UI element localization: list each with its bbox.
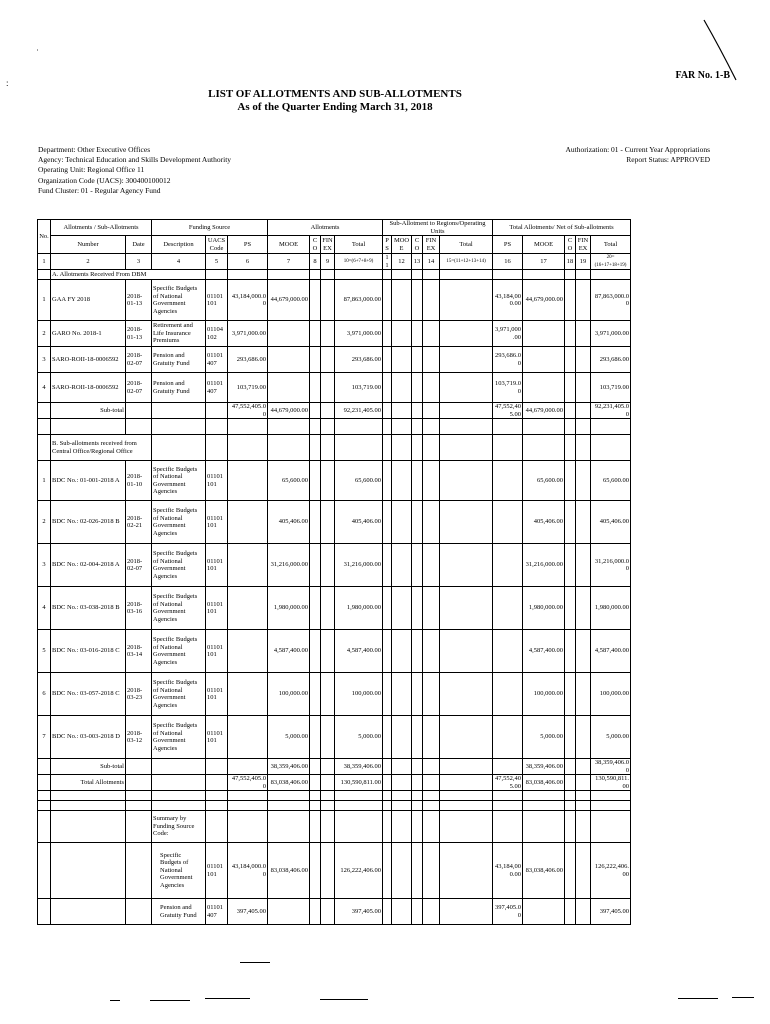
net-total-value: 103,719.00 [591, 373, 631, 403]
summary-total: 126,222,406.00 [335, 843, 383, 899]
summary-header-row [38, 811, 631, 843]
total-net-mooe: 83,038,406.00 [523, 775, 565, 791]
mooe-value: 5,000.00 [268, 716, 310, 759]
mooe-value [268, 347, 310, 373]
subtotal-net-mooe: 38,359,406.00 [523, 759, 565, 775]
col-sub-finex-header: FINEX [423, 236, 440, 254]
col-date-header: Date [126, 236, 152, 254]
col-sub-ps-header: PS [383, 236, 392, 254]
total-allotments-label: Total Allotments [51, 775, 126, 791]
col-net-finex-header: FINEX [576, 236, 591, 254]
net-mooe-value [523, 321, 565, 347]
total-value: 293,686.00 [335, 347, 383, 373]
net-ps-value: 43,184,000.00 [493, 280, 523, 321]
net-mooe-value: 4,587,400.00 [523, 630, 565, 673]
section-b-row [38, 435, 631, 461]
total-value: 103,719.00 [335, 373, 383, 403]
allotment-date: 2018-03-14 [126, 630, 152, 673]
col-num: 1 [38, 254, 51, 270]
summary-net-mooe: 83,038,406.00 [523, 843, 565, 899]
blank-row [38, 419, 631, 435]
total-ps: 47,552,405.00 [228, 775, 268, 791]
ps-value: 3,971,000.00 [228, 321, 268, 347]
net-total-value: 405,406.00 [591, 501, 631, 544]
allotment-date: 2018-01-13 [126, 321, 152, 347]
total-value: 87,863,000.00 [335, 280, 383, 321]
allotment-number: GARO No. 2018-1 [51, 321, 126, 347]
summary-description: Specific Budgets of National Government Agencies [152, 843, 206, 899]
col-num: 17 [523, 254, 565, 270]
total-net-total: 130,590,811.00 [591, 775, 631, 791]
scan-dash [678, 998, 718, 999]
row-no: 1 [38, 461, 51, 501]
net-ps-value: 293,686.00 [493, 347, 523, 373]
scan-dash [110, 1000, 120, 1001]
uacs-code: 01101101 [206, 461, 228, 501]
summary-ps: 397,405.00 [228, 899, 268, 925]
col-group-funding: Funding Source [152, 220, 268, 236]
allotment-date: 2018-03-16 [126, 587, 152, 630]
col-net-mooe-header: MOOE [523, 236, 565, 254]
report-title: LIST OF ALLOTMENTS AND SUB-ALLOTMENTS [208, 88, 462, 100]
funding-description: Specific Budgets of National Government Agencies [152, 501, 206, 544]
summary-uacs: 01101101 [206, 843, 228, 899]
row-no: 2 [38, 501, 51, 544]
col-net-ps-header: PS [493, 236, 523, 254]
total-value: 5,000.00 [335, 716, 383, 759]
allotment-number: BDC No.: 01-001-2018 A [51, 461, 126, 501]
header-group-row [38, 220, 631, 236]
subtotal-net-total: 38,359,406.00 [591, 759, 631, 775]
row-no: 1 [38, 280, 51, 321]
col-net-co-header: CO [565, 236, 576, 254]
section-a-row [38, 270, 631, 280]
col-net-total-header: Total [591, 236, 631, 254]
table-row [38, 321, 631, 347]
report-title-block [0, 88, 670, 114]
summary-ps: 43,184,000.00 [228, 843, 268, 899]
form-number: FAR No. 1-B [675, 70, 730, 81]
funding-description: Pension and Gratuity Fund [152, 347, 206, 373]
col-num: 10=(6+7+8+9) [335, 254, 383, 270]
uacs-code: 01101407 [206, 373, 228, 403]
section-a-label: A. Allotments Received From DBM [51, 270, 206, 280]
mooe-value: 1,980,000.00 [268, 587, 310, 630]
scan-dash [320, 999, 368, 1000]
net-total-value: 100,000.00 [591, 673, 631, 716]
col-co-header: CO [310, 236, 321, 254]
subtotal-net-ps: 47,552,405.00 [493, 403, 523, 419]
net-total-value: 87,863,000.00 [591, 280, 631, 321]
row-no: 4 [38, 587, 51, 630]
report-status-line: Report Status: APPROVED [626, 155, 710, 165]
total-allotments-row [38, 775, 631, 791]
allotment-date: 2018-03-23 [126, 673, 152, 716]
col-ps-header: PS [228, 236, 268, 254]
col-num: 18 [565, 254, 576, 270]
allotment-number: BDC No.: 03-003-2018 D [51, 716, 126, 759]
net-ps-value: 3,971,000.00 [493, 321, 523, 347]
summary-net-ps: 43,184,000.00 [493, 843, 523, 899]
net-mooe-value: 5,000.00 [523, 716, 565, 759]
col-sub-total-header: Total [440, 236, 493, 254]
subtotal-net-total: 92,231,405.00 [591, 403, 631, 419]
col-group-allotments: Allotments [268, 220, 383, 236]
net-total-value: 1,980,000.00 [591, 587, 631, 630]
funding-description: Specific Budgets of National Government Agencies [152, 716, 206, 759]
col-num: 11 [383, 254, 392, 270]
net-mooe-value: 100,000.00 [523, 673, 565, 716]
uacs-code: 01101101 [206, 280, 228, 321]
summary-total: 397,405.00 [335, 899, 383, 925]
net-total-value: 3,971,000.00 [591, 321, 631, 347]
net-total-value: 65,600.00 [591, 461, 631, 501]
subtotal-mooe: 38,359,406.00 [268, 759, 310, 775]
row-no: 3 [38, 544, 51, 587]
allotment-date: 2018-02-07 [126, 544, 152, 587]
subtotal-total: 92,231,405.00 [335, 403, 383, 419]
summary-net-ps: 397,405.00 [493, 899, 523, 925]
net-mooe-value [523, 373, 565, 403]
allotment-date: 2018-01-13 [126, 280, 152, 321]
mooe-value [268, 321, 310, 347]
total-value: 3,971,000.00 [335, 321, 383, 347]
allotment-date: 2018-02-07 [126, 373, 152, 403]
uacs-code: 01101101 [206, 716, 228, 759]
col-num: 12 [392, 254, 412, 270]
funding-description: Specific Budgets of National Government Agencies [152, 461, 206, 501]
net-total-value: 4,587,400.00 [591, 630, 631, 673]
section-b-label: B. Sub-allotments received from Central Office/Regional Office [51, 435, 152, 461]
mooe-value: 44,679,000.00 [268, 280, 310, 321]
allotment-number: SARO-ROII-18-0006592 [51, 373, 126, 403]
mooe-value: 65,600.00 [268, 461, 310, 501]
col-no-header: No. [38, 220, 51, 254]
col-num: 14 [423, 254, 440, 270]
total-total: 130,590,811.00 [335, 775, 383, 791]
agency-line: Agency: Technical Education and Skills Development Authority [38, 155, 232, 165]
subtotal-b-row [38, 759, 631, 775]
col-num: 7 [268, 254, 310, 270]
funding-description: Retirement and Life Insurance Premiums [152, 321, 206, 347]
subtotal-total: 38,359,406.00 [335, 759, 383, 775]
net-total-value: 293,686.00 [591, 347, 631, 373]
table-row [38, 461, 631, 501]
total-value: 31,216,000.00 [335, 544, 383, 587]
col-num: 2 [51, 254, 126, 270]
net-mooe-value: 405,406.00 [523, 501, 565, 544]
net-ps-value: 103,719.00 [493, 373, 523, 403]
subtotal-label: Sub-total [51, 759, 126, 775]
summary-net-total: 397,405.00 [591, 899, 631, 925]
mooe-value: 100,000.00 [268, 673, 310, 716]
table-row [38, 280, 631, 321]
summary-net-mooe [523, 899, 565, 925]
mooe-value: 4,587,400.00 [268, 630, 310, 673]
net-total-value: 31,216,000.00 [591, 544, 631, 587]
uacs-code: 01101101 [206, 544, 228, 587]
report-subtitle: As of the Quarter Ending March 31, 2018 [237, 101, 433, 113]
col-num: 4 [152, 254, 206, 270]
scan-dash [205, 998, 250, 999]
row-no: 4 [38, 373, 51, 403]
allotment-number: GAA FY 2018 [51, 280, 126, 321]
uacs-code: 01101101 [206, 501, 228, 544]
operating-unit-line: Operating Unit: Regional Office 11 [38, 165, 145, 175]
total-value: 4,587,400.00 [335, 630, 383, 673]
funding-description: Specific Budgets of National Government Agencies [152, 587, 206, 630]
col-num: 15=(11+12+13+14) [440, 254, 493, 270]
uacs-code: 01104102 [206, 321, 228, 347]
col-num: 19 [576, 254, 591, 270]
ps-value: 293,686.00 [228, 347, 268, 373]
row-no: 3 [38, 347, 51, 373]
scan-dash [732, 997, 754, 998]
col-num: 9 [321, 254, 335, 270]
summary-uacs: 01101407 [206, 899, 228, 925]
fund-cluster-line: Fund Cluster: 01 - Regular Agency Fund [38, 185, 161, 195]
col-number-header: Number [51, 236, 126, 254]
uacs-code: 01101101 [206, 587, 228, 630]
mooe-value: 405,406.00 [268, 501, 310, 544]
authorization-info [565, 145, 710, 165]
summary-row [38, 843, 631, 899]
funding-description: Specific Budgets of National Government Agencies [152, 280, 206, 321]
col-sub-co-header: CO [412, 236, 423, 254]
allotment-date: 2018-02-07 [126, 347, 152, 373]
allotment-date: 2018-02-21 [126, 501, 152, 544]
subtotal-mooe: 44,679,000.00 [268, 403, 310, 419]
col-mooe-header: MOOE [268, 236, 310, 254]
uacs-code: 01101407 [206, 347, 228, 373]
net-total-value: 5,000.00 [591, 716, 631, 759]
table-row [38, 587, 631, 630]
net-mooe-value: 65,600.00 [523, 461, 565, 501]
allotment-number: BDC No.: 03-038-2018 B [51, 587, 126, 630]
row-no: 6 [38, 673, 51, 716]
funding-description: Specific Budgets of National Government Agencies [152, 673, 206, 716]
department-line: Department: Other Executive Offices [38, 145, 151, 154]
summary-mooe: 83,038,406.00 [268, 843, 310, 899]
col-finex-header: FINEX [322, 237, 333, 252]
funding-description: Specific Budgets of National Government Agencies [152, 630, 206, 673]
net-mooe-value: 31,216,000.00 [523, 544, 565, 587]
allotment-number: BDC No.: 02-026-2018 B [51, 501, 126, 544]
table-row [38, 544, 631, 587]
funding-description: Pension and Gratuity Fund [152, 373, 206, 403]
allotment-number: BDC No.: 02-004-2018 A [51, 544, 126, 587]
col-num: 8 [310, 254, 321, 270]
subtotal-net-mooe: 44,679,000.00 [523, 403, 565, 419]
mooe-value: 31,216,000.00 [268, 544, 310, 587]
mooe-value [268, 373, 310, 403]
table-row [38, 501, 631, 544]
col-num: 13 [412, 254, 423, 270]
subtotal-label: Sub-total [51, 403, 126, 419]
ps-value: 103,719.00 [228, 373, 268, 403]
scan-dash [240, 962, 270, 963]
summary-mooe [268, 899, 310, 925]
col-group-allotments-sub: Allotments / Sub-Allotments [51, 220, 152, 236]
table-row [38, 716, 631, 759]
uacs-code: 01101101 [206, 673, 228, 716]
col-total-header: Total [335, 236, 383, 254]
column-number-row [38, 254, 631, 270]
col-uacs-header: UACS Code [206, 236, 228, 254]
summary-net-total: 126,222,406.00 [591, 843, 631, 899]
total-value: 65,600.00 [335, 461, 383, 501]
scan-dash [150, 1000, 190, 1001]
blank-row [38, 791, 631, 801]
table-row [38, 347, 631, 373]
header-row [38, 236, 631, 254]
total-net-ps: 47,552,405.00 [493, 775, 523, 791]
subtotal-ps: 47,552,405.00 [228, 403, 268, 419]
net-mooe-value [523, 347, 565, 373]
organization-code-line: Organization Code (UACS): 300400100012 [38, 175, 171, 185]
table-row [38, 673, 631, 716]
col-group-sub-allotment: Sub-Allotment to Regions/Operating Units [383, 220, 493, 236]
summary-description: Pension and Gratuity Fund [152, 899, 206, 925]
funding-description: Specific Budgets of National Government Agencies [152, 544, 206, 587]
row-no: 2 [38, 321, 51, 347]
col-sub-mooe-header: MOOE [392, 236, 412, 254]
scan-mark: ʿ [36, 48, 39, 58]
table-row [38, 373, 631, 403]
summary-label: Summary by Funding Source Code: [152, 811, 206, 843]
blank-row [38, 801, 631, 811]
col-group-total: Total Allotments/ Net of Sub-allotments [493, 220, 631, 236]
allotment-number: BDC No.: 03-057-2018 C [51, 673, 126, 716]
col-num: 6 [228, 254, 268, 270]
row-no: 5 [38, 630, 51, 673]
col-num: 20=(16+17+18+19) [591, 254, 631, 270]
total-mooe: 83,038,406.00 [268, 775, 310, 791]
net-mooe-value: 44,679,000.00 [523, 280, 565, 321]
summary-row [38, 899, 631, 925]
col-num: 3 [126, 254, 152, 270]
net-mooe-value: 1,980,000.00 [523, 587, 565, 630]
agency-info [38, 145, 231, 196]
allotment-number: SARO-ROII-18-0006592 [51, 347, 126, 373]
col-description-header: Description [152, 236, 206, 254]
allotment-date: 2018-01-10 [126, 461, 152, 501]
subtotal-a-row [38, 403, 631, 419]
total-value: 405,406.00 [335, 501, 383, 544]
total-value: 100,000.00 [335, 673, 383, 716]
allotments-table [37, 219, 631, 925]
allotment-date: 2018-03-12 [126, 716, 152, 759]
authorization-line: Authorization: 01 - Current Year Appropriations [565, 145, 710, 154]
row-no: 7 [38, 716, 51, 759]
total-value: 1,980,000.00 [335, 587, 383, 630]
uacs-code: 01101101 [206, 630, 228, 673]
table-row [38, 630, 631, 673]
ps-value: 43,184,000.00 [228, 280, 268, 321]
col-num: 16 [493, 254, 523, 270]
col-num: 5 [206, 254, 228, 270]
allotment-number: BDC No.: 03-016-2018 C [51, 630, 126, 673]
